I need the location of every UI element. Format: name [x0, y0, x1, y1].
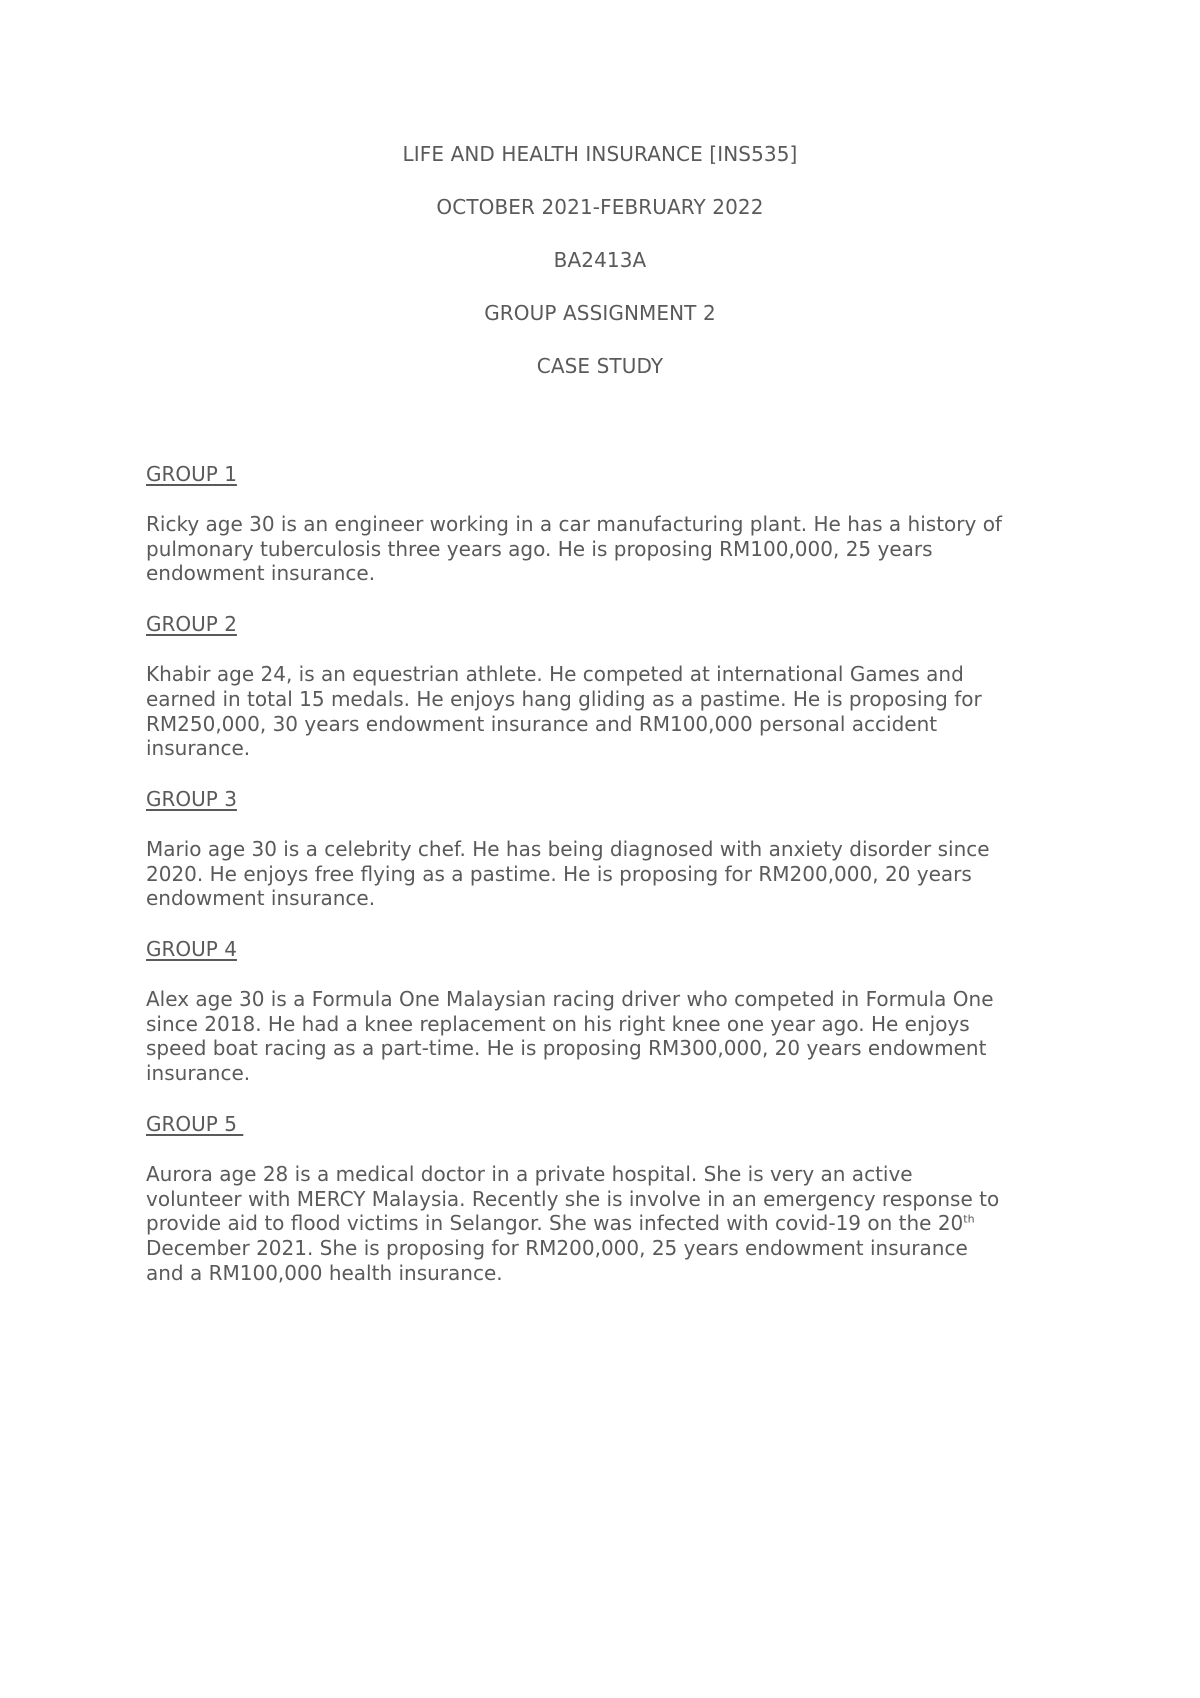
group-heading: GROUP 2 — [146, 612, 237, 637]
text-line: insurance. — [146, 1061, 251, 1086]
group-description — [146, 987, 1076, 1086]
group-description — [146, 512, 1076, 586]
group-heading: GROUP 1 — [146, 462, 237, 486]
group-1-section — [146, 462, 1076, 586]
document-type: CASE STUDY — [536, 354, 664, 378]
group-heading: GROUP 4 — [146, 937, 237, 962]
group-description — [146, 837, 1076, 911]
session-dates: OCTOBER 2021-FEBRUARY 2022 — [436, 195, 764, 219]
group-3-section — [146, 787, 1076, 911]
group-4-section — [146, 937, 1076, 1086]
text-line: Khabir age 24, is an equestrian athlete. He competed at international Games and — [146, 662, 964, 687]
text-line: endowment insurance. — [146, 561, 376, 586]
group-5-section — [146, 1112, 1076, 1286]
text-line: endowment insurance. — [146, 886, 376, 911]
group-heading: GROUP 3 — [146, 786, 237, 811]
ordinal-superscript: th — [963, 1212, 975, 1226]
text-line: December 2021. She is proposing for RM200,000, 25 years endowment insurance — [146, 1235, 968, 1260]
text-line: earned in total 15 medals. He enjoys hang gliding as a pastime. He is proposing for — [146, 686, 982, 711]
course-title: LIFE AND HEALTH INSURANCE [INS535] — [402, 142, 798, 166]
group-heading: GROUP 5 — [146, 1111, 244, 1136]
text-line: speed boat racing as a part-time. He is proposing RM300,000, 20 years endowment — [146, 1036, 987, 1061]
group-description — [146, 1162, 1076, 1286]
group-2-section — [146, 612, 1076, 761]
text-line: Aurora age 28 is a medical doctor in a private hospital. She is very an active — [146, 1161, 913, 1186]
text-segment: provide aid to flood victims in Selangor. She was infected with covid-19 on the 20 — [146, 1211, 964, 1236]
assignment-title: GROUP ASSIGNMENT 2 — [484, 301, 716, 325]
text-line: Alex age 30 is a Formula One Malaysian racing driver who competed in Formula One — [146, 987, 994, 1012]
text-line: pulmonary tuberculosis three years ago. He is proposing RM100,000, 25 years — [146, 536, 933, 561]
class-code: BA2413A — [553, 248, 647, 272]
text-line: insurance. — [146, 736, 251, 761]
case-study-content — [146, 462, 1076, 1311]
document-header — [0, 142, 1200, 407]
text-line: 2020. He enjoys free flying as a pastime. He is proposing for RM200,000, 20 years — [146, 861, 972, 886]
text-line: since 2018. He had a knee replacement on his right knee one year ago. He enjoys — [146, 1011, 970, 1036]
text-line: RM250,000, 30 years endowment insurance and RM100,000 personal accident — [146, 711, 938, 736]
text-line-with-superscript — [146, 1211, 1076, 1236]
group-description — [146, 662, 1076, 761]
text-line: and a RM100,000 health insurance. — [146, 1260, 503, 1285]
text-line: Mario age 30 is a celebrity chef. He has being diagnosed with anxiety disorder since — [146, 836, 990, 861]
text-line: Ricky age 30 is an engineer working in a car manufacturing plant. He has a history of — [146, 512, 1002, 536]
text-line: volunteer with MERCY Malaysia. Recently she is involve in an emergency response to — [146, 1186, 1000, 1211]
